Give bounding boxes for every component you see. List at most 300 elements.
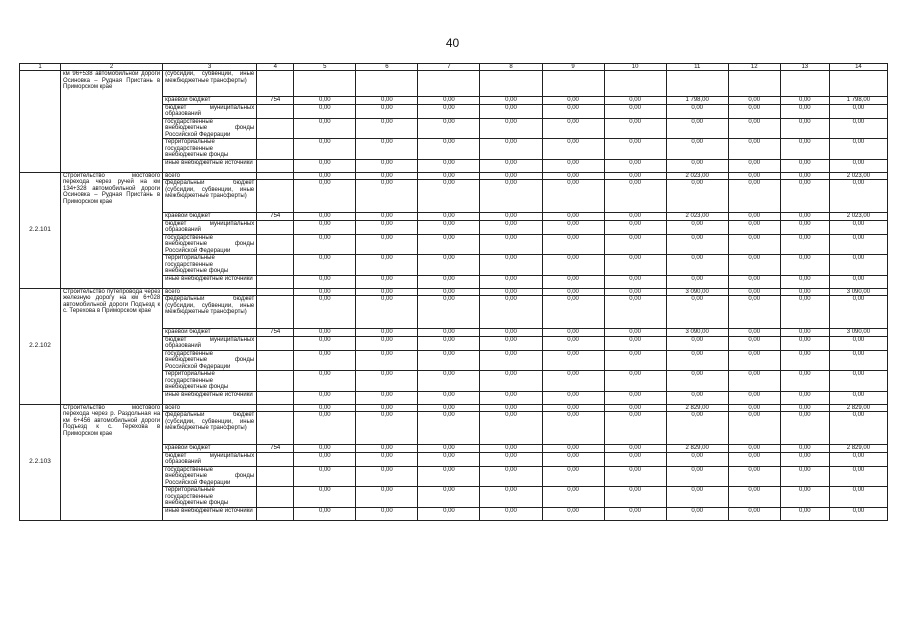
amount-cell: 0,00 [780,487,829,508]
amount-cell: 3 090,00 [666,288,728,296]
amount-cell: 0,00 [418,391,480,404]
amount-cell: 0,00 [356,329,418,337]
amount-cell: 0,00 [480,180,542,213]
amount-cell: 0,00 [780,452,829,466]
amount-cell: 0,00 [542,296,604,329]
amount-cell: 0,00 [480,139,542,160]
amount-cell: 0,00 [728,350,780,371]
amount-cell: 0,00 [728,288,780,296]
amount-cell: 0,00 [780,104,829,118]
amount-cell: 0,00 [829,275,887,288]
amount-cell: 1 798,00 [829,97,887,105]
amount-cell: 0,00 [542,288,604,296]
funding-source: всего [163,172,257,180]
amount-cell: 2 023,00 [666,213,728,221]
amount-cell: 0,00 [666,255,728,276]
funding-source: бюджет муниципальных образований [163,336,257,350]
amount-cell: 3 090,00 [666,329,728,337]
amount-cell: 0,00 [780,350,829,371]
grbs-code [257,391,294,404]
amount-cell: 0,00 [780,213,829,221]
amount-cell: 0,00 [542,371,604,392]
funding-source: краевой бюджет [163,329,257,337]
funding-source: государственные внебюджетные фонды Российской Федерации [163,466,257,487]
funding-source: всего [163,288,257,296]
funding-source: федеральный бюджет (субсидии, субвенции, иные межбюджетные трансферты) [163,296,257,329]
amount-cell: 0,00 [728,139,780,160]
amount-cell: 0,00 [666,391,728,404]
amount-cell: 0,00 [604,466,666,487]
amount-cell: 0,00 [356,371,418,392]
column-header: 3 [163,64,257,71]
amount-cell: 0,00 [356,172,418,180]
amount-cell: 0,00 [542,180,604,213]
amount-cell: 2 023,00 [666,172,728,180]
amount-cell: 0,00 [542,391,604,404]
item-index [20,71,61,173]
amount-cell: 0,00 [666,180,728,213]
column-header: 6 [356,64,418,71]
amount-cell: 0,00 [418,329,480,337]
amount-cell: 0,00 [604,371,666,392]
grbs-code [257,71,294,97]
amount-cell: 0,00 [480,466,542,487]
amount-cell: 0,00 [418,288,480,296]
amount-cell: 0,00 [480,445,542,453]
amount-cell [780,71,829,97]
grbs-code [257,255,294,276]
amount-cell: 0,00 [294,371,356,392]
amount-cell: 0,00 [728,275,780,288]
amount-cell: 0,00 [294,466,356,487]
amount-cell: 0,00 [418,466,480,487]
column-header: 1 [20,64,61,71]
amount-cell: 0,00 [728,104,780,118]
item-name: Строительство путепровода через железную дорогу на км 6+028 автомобильной дороги Подъезд к с. Терехова в Приморском крае [61,288,163,404]
amount-cell: 0,00 [294,180,356,213]
funding-source: государственные внебюджетные фонды Российской Федерации [163,234,257,255]
amount-cell: 0,00 [542,466,604,487]
funding-source: территориальные государственные внебюджетные фонды [163,371,257,392]
amount-cell: 0,00 [542,220,604,234]
amount-cell: 0,00 [480,118,542,139]
amount-cell: 0,00 [542,412,604,445]
column-header: 4 [257,64,294,71]
amount-cell: 0,00 [356,255,418,276]
amount-cell [728,71,780,97]
amount-cell: 2 829,00 [666,445,728,453]
amount-cell: 0,00 [542,118,604,139]
amount-cell: 0,00 [356,445,418,453]
amount-cell: 0,00 [666,452,728,466]
amount-cell: 0,00 [294,329,356,337]
amount-cell: 0,00 [829,234,887,255]
amount-cell: 0,00 [480,487,542,508]
item-index: 2.2.103 [20,404,61,520]
amount-cell: 0,00 [356,391,418,404]
amount-cell: 0,00 [728,336,780,350]
amount-cell: 0,00 [728,452,780,466]
amount-cell: 0,00 [356,220,418,234]
amount-cell: 0,00 [666,118,728,139]
amount-cell: 0,00 [780,234,829,255]
amount-cell: 0,00 [728,97,780,105]
amount-cell [356,71,418,97]
amount-cell: 0,00 [604,220,666,234]
amount-cell: 0,00 [780,404,829,412]
header-row [20,64,888,71]
amount-cell: 0,00 [728,296,780,329]
amount-cell: 0,00 [418,104,480,118]
funding-source: краевой бюджет [163,97,257,105]
grbs-code [257,296,294,329]
table-row [20,288,888,296]
amount-cell: 0,00 [604,487,666,508]
amount-cell: 0,00 [604,350,666,371]
amount-cell: 0,00 [480,507,542,520]
amount-cell: 0,00 [294,404,356,412]
amount-cell: 0,00 [542,445,604,453]
amount-cell: 0,00 [480,275,542,288]
funding-source: краевой бюджет [163,445,257,453]
amount-cell [542,71,604,97]
amount-cell: 0,00 [294,234,356,255]
amount-cell: 0,00 [294,452,356,466]
column-header: 5 [294,64,356,71]
table-row [20,404,888,412]
amount-cell: 0,00 [829,371,887,392]
amount-cell: 0,00 [666,412,728,445]
amount-cell: 0,00 [542,234,604,255]
amount-cell: 2 023,00 [829,213,887,221]
amount-cell: 0,00 [480,213,542,221]
funding-source: иные внебюджетные источники [163,507,257,520]
table-row [20,71,888,97]
amount-cell: 0,00 [294,296,356,329]
amount-cell: 0,00 [780,391,829,404]
amount-cell: 0,00 [780,172,829,180]
grbs-code [257,220,294,234]
funding-source: бюджет муниципальных образований [163,104,257,118]
amount-cell: 0,00 [356,336,418,350]
funding-source: (субсидии, субвенции, иные межбюджетные трансферты) [163,71,257,97]
amount-cell: 0,00 [294,97,356,105]
amount-cell: 0,00 [728,412,780,445]
amount-cell: 0,00 [666,275,728,288]
grbs-code: 754 [257,445,294,453]
funding-source: территориальные государственные внебюджетные фонды [163,255,257,276]
amount-cell: 0,00 [356,159,418,172]
amount-cell: 0,00 [542,275,604,288]
amount-cell: 0,00 [418,350,480,371]
amount-cell: 0,00 [666,234,728,255]
item-index: 2.2.101 [20,172,61,288]
amount-cell: 0,00 [666,507,728,520]
grbs-code [257,452,294,466]
grbs-code [257,104,294,118]
grbs-code [257,234,294,255]
column-header: 2 [61,64,163,71]
amount-cell: 0,00 [728,234,780,255]
amount-cell: 0,00 [728,445,780,453]
amount-cell: 0,00 [728,466,780,487]
amount-cell [294,71,356,97]
amount-cell: 0,00 [666,466,728,487]
amount-cell: 0,00 [829,104,887,118]
amount-cell: 0,00 [666,487,728,508]
budget-table [19,63,888,521]
grbs-code [257,350,294,371]
amount-cell: 0,00 [542,97,604,105]
amount-cell: 0,00 [780,139,829,160]
column-header: 10 [604,64,666,71]
amount-cell: 0,00 [728,159,780,172]
amount-cell: 0,00 [294,139,356,160]
amount-cell: 3 090,00 [829,329,887,337]
amount-cell: 0,00 [780,445,829,453]
amount-cell: 0,00 [604,404,666,412]
grbs-code [257,275,294,288]
amount-cell: 0,00 [294,275,356,288]
amount-cell: 0,00 [666,350,728,371]
funding-source: территориальные государственные внебюджетные фонды [163,139,257,160]
amount-cell: 0,00 [542,139,604,160]
amount-cell: 0,00 [480,220,542,234]
amount-cell: 0,00 [294,445,356,453]
amount-cell: 0,00 [356,97,418,105]
amount-cell: 0,00 [829,350,887,371]
amount-cell: 0,00 [356,452,418,466]
amount-cell: 0,00 [728,487,780,508]
grbs-code [257,487,294,508]
amount-cell: 0,00 [604,452,666,466]
amount-cell: 0,00 [604,97,666,105]
grbs-code [257,159,294,172]
amount-cell: 0,00 [780,329,829,337]
item-name: Строительство мостового перехода через р. Раздольная на км 6+456 автомобильной дороги Подъезд к с. Терехова в Приморском крае [61,404,163,520]
grbs-code [257,466,294,487]
amount-cell: 0,00 [666,336,728,350]
grbs-code [257,288,294,296]
amount-cell: 0,00 [604,336,666,350]
amount-cell: 0,00 [829,159,887,172]
grbs-code: 754 [257,329,294,337]
amount-cell: 0,00 [604,412,666,445]
amount-cell: 0,00 [542,336,604,350]
amount-cell: 0,00 [480,172,542,180]
amount-cell: 0,00 [728,404,780,412]
amount-cell: 0,00 [829,412,887,445]
amount-cell: 0,00 [294,412,356,445]
amount-cell: 0,00 [418,487,480,508]
amount-cell: 0,00 [356,350,418,371]
amount-cell: 0,00 [542,159,604,172]
amount-cell: 2 829,00 [829,404,887,412]
funding-source: краевой бюджет [163,213,257,221]
item-index: 2.2.102 [20,288,61,404]
amount-cell: 0,00 [480,350,542,371]
amount-cell: 0,00 [780,288,829,296]
amount-cell: 0,00 [829,507,887,520]
column-header: 11 [666,64,728,71]
amount-cell: 0,00 [356,507,418,520]
item-name: Строительство мостового перехода через ручей на км 134+328 автомобильной дороги Осиновка – Рудная Пристань в Приморском крае [61,172,163,288]
column-header: 12 [728,64,780,71]
amount-cell: 0,00 [418,412,480,445]
amount-cell: 0,00 [780,371,829,392]
amount-cell: 0,00 [604,275,666,288]
amount-cell: 0,00 [542,255,604,276]
amount-cell: 0,00 [418,255,480,276]
column-header: 9 [542,64,604,71]
amount-cell: 0,00 [780,180,829,213]
amount-cell [418,71,480,97]
amount-cell: 0,00 [418,172,480,180]
amount-cell: 0,00 [728,213,780,221]
amount-cell: 0,00 [356,180,418,213]
amount-cell: 0,00 [418,371,480,392]
amount-cell: 0,00 [294,159,356,172]
amount-cell: 0,00 [418,445,480,453]
amount-cell: 0,00 [418,507,480,520]
grbs-code [257,139,294,160]
column-header: 8 [480,64,542,71]
funding-source: иные внебюджетные источники [163,391,257,404]
amount-cell: 0,00 [780,275,829,288]
amount-cell: 0,00 [356,275,418,288]
amount-cell: 0,00 [604,180,666,213]
amount-cell: 0,00 [604,159,666,172]
amount-cell: 0,00 [666,159,728,172]
amount-cell: 0,00 [418,97,480,105]
amount-cell: 0,00 [418,275,480,288]
amount-cell: 0,00 [829,255,887,276]
amount-cell: 0,00 [480,452,542,466]
amount-cell: 0,00 [604,118,666,139]
amount-cell: 0,00 [356,104,418,118]
amount-cell: 1 798,00 [666,97,728,105]
amount-cell: 0,00 [542,104,604,118]
grbs-code [257,336,294,350]
grbs-code [257,118,294,139]
amount-cell: 0,00 [480,97,542,105]
amount-cell: 0,00 [356,213,418,221]
amount-cell: 0,00 [728,180,780,213]
amount-cell: 0,00 [780,507,829,520]
amount-cell: 0,00 [542,452,604,466]
amount-cell: 0,00 [780,159,829,172]
item-name: км 96+538 автомобильной дороги Осиновка – Рудная Пристань в Приморском крае [61,71,163,173]
amount-cell: 0,00 [356,139,418,160]
funding-source: бюджет муниципальных образований [163,452,257,466]
amount-cell: 0,00 [356,118,418,139]
amount-cell: 0,00 [480,412,542,445]
amount-cell: 0,00 [418,159,480,172]
amount-cell: 0,00 [542,487,604,508]
amount-cell: 0,00 [356,412,418,445]
amount-cell: 0,00 [294,336,356,350]
amount-cell [604,71,666,97]
amount-cell: 0,00 [829,391,887,404]
column-header: 7 [418,64,480,71]
grbs-code: 754 [257,97,294,105]
grbs-code [257,371,294,392]
amount-cell: 0,00 [418,296,480,329]
grbs-code [257,172,294,180]
amount-cell: 0,00 [666,139,728,160]
amount-cell: 0,00 [542,329,604,337]
amount-cell: 0,00 [604,288,666,296]
amount-cell: 0,00 [356,404,418,412]
grbs-code: 754 [257,213,294,221]
amount-cell: 0,00 [480,234,542,255]
amount-cell: 0,00 [604,104,666,118]
amount-cell: 0,00 [604,507,666,520]
amount-cell: 0,00 [294,118,356,139]
amount-cell: 0,00 [418,118,480,139]
amount-cell: 0,00 [294,104,356,118]
funding-source: федеральный бюджет (субсидии, субвенции, иные межбюджетные трансферты) [163,180,257,213]
funding-source: всего [163,404,257,412]
funding-source: государственные внебюджетные фонды Российской Федерации [163,118,257,139]
amount-cell: 0,00 [418,213,480,221]
amount-cell: 0,00 [829,180,887,213]
amount-cell: 0,00 [356,234,418,255]
column-header: 13 [780,64,829,71]
funding-source: территориальные государственные внебюджетные фонды [163,487,257,508]
amount-cell: 0,00 [829,487,887,508]
amount-cell: 0,00 [480,329,542,337]
amount-cell: 0,00 [480,371,542,392]
funding-source: бюджет муниципальных образований [163,220,257,234]
amount-cell: 0,00 [480,104,542,118]
amount-cell: 0,00 [728,391,780,404]
amount-cell: 0,00 [418,234,480,255]
amount-cell: 0,00 [666,104,728,118]
amount-cell: 0,00 [666,220,728,234]
amount-cell: 0,00 [728,172,780,180]
grbs-code [257,507,294,520]
amount-cell: 0,00 [294,288,356,296]
amount-cell: 0,00 [728,220,780,234]
amount-cell: 2 829,00 [666,404,728,412]
amount-cell: 0,00 [829,296,887,329]
amount-cell: 0,00 [480,336,542,350]
amount-cell: 0,00 [604,139,666,160]
amount-cell: 0,00 [480,391,542,404]
amount-cell: 0,00 [294,172,356,180]
amount-cell: 0,00 [294,255,356,276]
amount-cell: 3 090,00 [829,288,887,296]
amount-cell: 0,00 [829,466,887,487]
funding-source: государственные внебюджетные фонды Российской Федерации [163,350,257,371]
amount-cell: 0,00 [356,296,418,329]
amount-cell: 0,00 [604,296,666,329]
column-header: 14 [829,64,887,71]
amount-cell: 0,00 [542,172,604,180]
grbs-code [257,180,294,213]
amount-cell: 0,00 [356,466,418,487]
amount-cell: 0,00 [829,118,887,139]
amount-cell: 0,00 [780,97,829,105]
amount-cell: 0,00 [356,288,418,296]
amount-cell: 2 829,00 [829,445,887,453]
amount-cell: 0,00 [480,296,542,329]
amount-cell: 0,00 [604,255,666,276]
amount-cell: 0,00 [294,350,356,371]
amount-cell: 0,00 [728,329,780,337]
funding-source: иные внебюджетные источники [163,275,257,288]
